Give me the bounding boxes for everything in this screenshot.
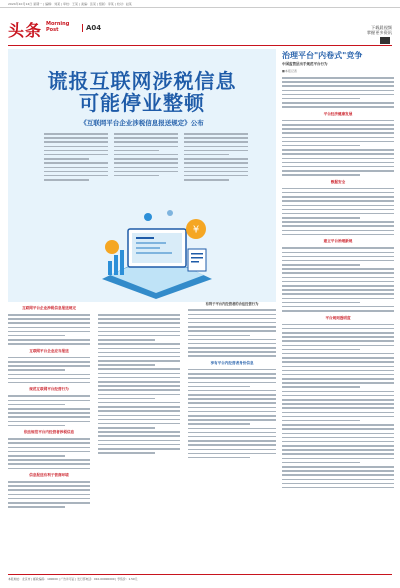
logo-line-2: Post [46,27,59,33]
newspaper-logo [46,21,69,33]
lower-column-1 [8,302,90,572]
masthead [0,8,400,46]
subhead: 数据安全 [330,179,346,184]
subhead: 信息报送有利于营商环境 [29,473,69,478]
masthead-rule [8,45,392,46]
lead-headline [8,70,276,114]
subhead: 建立平台治理新规 [323,239,353,244]
lower-column-3 [188,302,276,572]
download-line-1: 下载晨视频 [371,25,392,30]
top-info-line: 2024年10月14日 星期一 | 编辑：刘某 | 审校：王某 | 美编：张某 | 组版：李某 | 校对：赵某 [0,0,400,8]
logo-line-1: Morning [46,21,70,27]
right-headline: 治理平台"内卷式"竞争 [282,51,363,60]
lead-feature [8,49,276,302]
page-number: A04 [82,24,101,32]
headline-line-2: 可能停业整顿 [79,91,205,115]
subhead: 平台经济健康发展 [323,111,353,116]
right-deck: 中国监管层出手规范平台行为 [282,62,328,66]
subhead: 规范互联网平台经营行为 [29,387,69,392]
subhead: 互联网平台企业应当报送 [29,348,69,353]
byline: ■本报记者 [282,69,297,73]
lower-section [8,302,276,572]
subhead: 平台规则透明度 [325,315,351,320]
lead-deck: 《互联网平台企业涉税信息报送规定》公布 [80,119,204,127]
lower-column-2 [98,302,180,572]
section-label: 头条 [8,21,43,40]
download-prompt[interactable] [367,25,392,35]
page-footer: 本报地址：北京市 | 邮政编码：100000 | 广告许可证 | 发行部电话：010-00000000 | 零售价：1.50元 [8,574,392,584]
right-column-article [282,49,394,572]
subhead: 互联网平台企业涉税信息报送规定 [22,306,76,310]
column-heading: 有利于平台内经营者的合法经营行为 [205,302,259,306]
svg-text:¥: ¥ [192,224,200,236]
download-line-2: 掌握更多资讯 [366,30,392,35]
subhead: 依法规范平台内经营者涉税信息 [23,430,75,435]
qr-code-icon[interactable] [380,37,390,44]
headline-line-1: 谎报互联网涉税信息 [47,69,237,93]
subhead: 享有平台内经营者身份信息 [210,360,254,365]
feature-illustration [88,195,224,299]
